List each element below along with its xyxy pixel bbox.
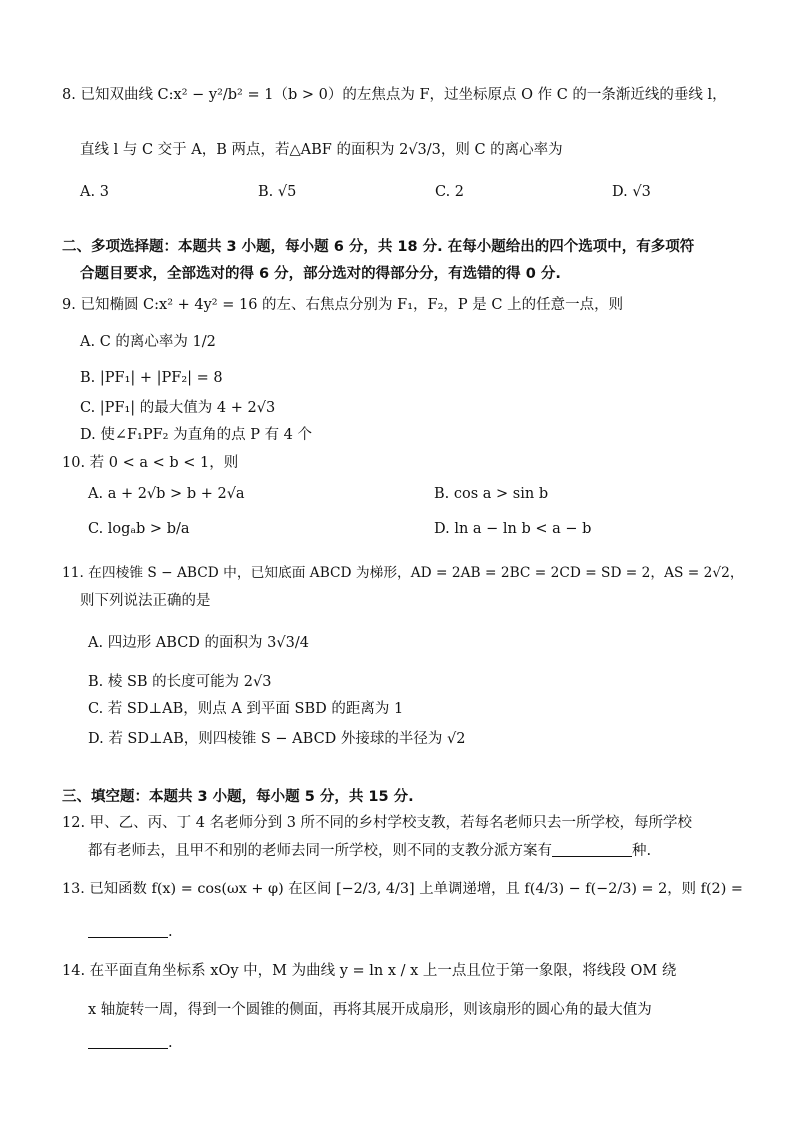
q12-stem-line2-end: 种. (632, 843, 652, 859)
q8-option-b: B. √5 (258, 184, 297, 200)
q13-answer-line (88, 925, 173, 940)
q14-answer-blank[interactable] (88, 1048, 168, 1049)
q10-stem: 10. 若 0 < a < b < 1，则 (62, 455, 239, 471)
q9-option-a: A. C 的离心率为 1/2 (80, 334, 216, 350)
q14-end: . (168, 1035, 173, 1051)
q11-option-b: B. 棱 SB 的长度可能为 2√3 (88, 674, 272, 690)
q8-stem-line1: 8. 已知双曲线 C:x² − y²/b² = 1（b > 0）的左焦点为 F，过坐标原点 O 作 C 的一条渐近线的垂线 l， (62, 87, 727, 103)
q12-stem-line1: 12. 甲、乙、丙、丁 4 名老师分到 3 所不同的乡村学校支教，若每名老师只去一所学校，每所学校 (62, 815, 693, 831)
q11-stem-line2: 则下列说法正确的是 (80, 593, 211, 609)
section2-heading-line1: 二、多项选择题：本题共 3 小题，每小题 6 分，共 18 分. 在每小题给出的四个选项中，有多项符 (62, 239, 695, 255)
q9-option-b: B. |PF₁| + |PF₂| = 8 (80, 370, 223, 386)
q11-option-d: D. 若 SD⊥AB，则四棱锥 S − ABCD 外接球的半径为 √2 (88, 731, 466, 747)
q13-end: . (168, 924, 173, 940)
section3-heading: 三、填空题：本题共 3 小题，每小题 5 分，共 15 分. (62, 789, 414, 805)
q8-option-c: C. 2 (435, 184, 465, 200)
q14-stem-line2: x 轴旋转一周，得到一个圆锥的侧面，再将其展开成扇形，则该扇形的圆心角的最大值为 (88, 1002, 652, 1018)
section2-heading-line2: 合题目要求，全部选对的得 6 分，部分选对的得部分分，有选错的得 0 分. (80, 266, 561, 282)
q13-stem: 13. 已知函数 f(x) = cos(ωx + φ) 在区间 [−2/3, 4/3] 上单调递增，且 f(4/3) − f(−2/3) = 2，则 f(2) = (62, 881, 743, 897)
q12-stem-line2-text: 都有老师去，且甲不和别的老师去同一所学校，则不同的支教分派方案有 (88, 843, 552, 859)
q10-option-d: D. ln a − ln b < a − b (434, 521, 592, 537)
q9-option-c: C. |PF₁| 的最大值为 4 + 2√3 (80, 400, 276, 416)
q8-option-a: A. 3 (80, 184, 109, 200)
q14-answer-line (88, 1036, 173, 1051)
q9-stem: 9. 已知椭圆 C:x² + 4y² = 16 的左、右焦点分别为 F₁，F₂，P 是 C 上的任意一点，则 (62, 297, 624, 313)
q12-stem-line2 (88, 844, 651, 859)
q9-option-d: D. 使∠F₁PF₂ 为直角的点 P 有 4 个 (80, 427, 313, 443)
q10-option-a: A. a + 2√b > b + 2√a (88, 486, 245, 502)
q14-stem-line1: 14. 在平面直角坐标系 xOy 中，M 为曲线 y = ln x / x 上一点且位于第一象限，将线段 OM 绕 (62, 963, 677, 979)
q10-option-b: B. cos a > sin b (434, 486, 549, 502)
q11-option-c: C. 若 SD⊥AB，则点 A 到平面 SBD 的距离为 1 (88, 701, 404, 717)
q11-stem-line1: 11. 在四棱锥 S − ABCD 中，已知底面 ABCD 为梯形，AD = 2AB = 2BC = 2CD = SD = 2，AS = 2√2， (62, 565, 744, 581)
q11-option-a: A. 四边形 ABCD 的面积为 3√3/4 (88, 635, 309, 651)
q8-option-d: D. √3 (612, 184, 651, 200)
q13-answer-blank[interactable] (88, 937, 168, 938)
q12-answer-blank[interactable] (552, 856, 632, 857)
q10-option-c: C. logₐb > b/a (88, 521, 190, 537)
q8-stem-line2: 直线 l 与 C 交于 A，B 两点，若△ABF 的面积为 2√3/3，则 C 的离心率为 (80, 142, 563, 158)
